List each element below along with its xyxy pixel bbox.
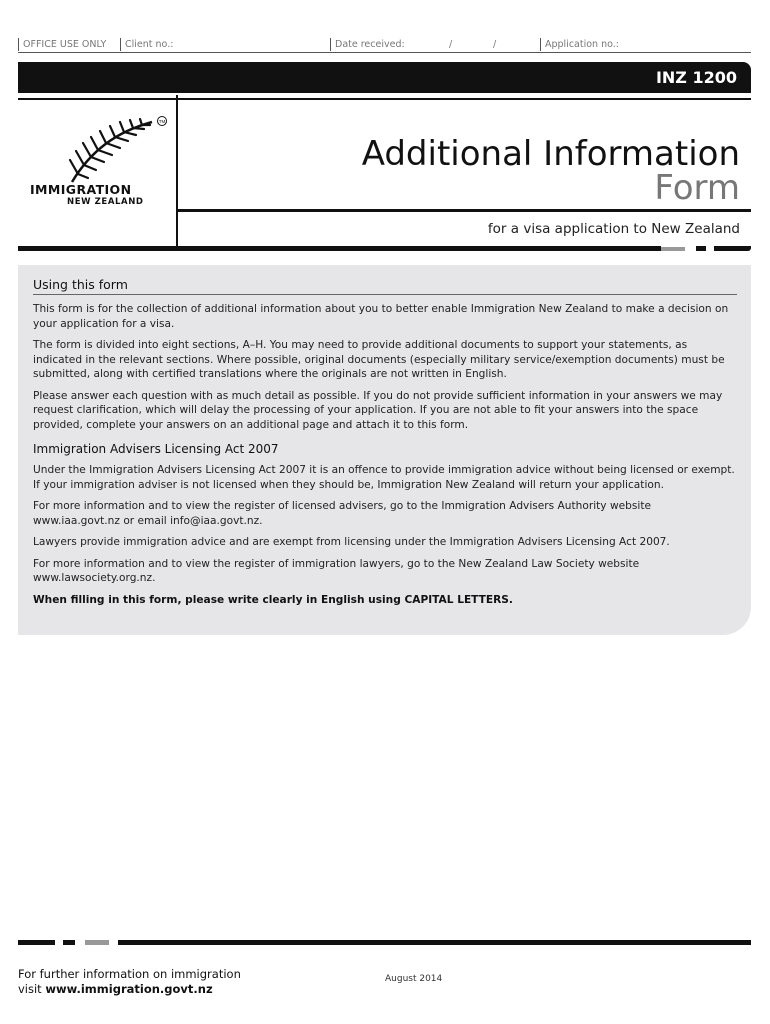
logo-text-immigration: IMMIGRATION <box>30 182 132 197</box>
paragraph: Lawyers provide immigration advice and are exempt from licensing under the Immigration Advisers Licensing Act 2007. <box>33 536 670 548</box>
paragraph: Under the Immigration Advisers Licensing Act 2007 it is an offence to provide immigration advice without being licensed or exempt. If your immigration adviser is not licensed when they should be, Immigration New Zealand will return your application. <box>33 464 735 491</box>
dash-gap <box>706 246 714 251</box>
immigration-website-link[interactable]: www.immigration.govt.nz <box>45 982 213 996</box>
date-separator: / <box>449 39 453 50</box>
paragraph: Please answer each question with as much detail as possible. If you do not provide sufficient information in your answers we may request clarification, which will delay the processing of your application. If you are not able to fit your answers into the space provided, complete your answers on an additional page and attach it to this form. <box>33 389 723 431</box>
office-use-strip <box>18 38 751 53</box>
footer-info-link-line <box>18 982 213 996</box>
application-no-field[interactable]: Application no.: <box>540 38 619 51</box>
form-date: August 2014 <box>385 974 443 984</box>
title-divider <box>176 209 751 212</box>
footer-info-text: For further information on immigration <box>18 967 241 981</box>
header-bottom-rule <box>18 246 751 251</box>
date-received-field[interactable]: Date received: <box>330 38 405 51</box>
decorative-dash <box>661 247 685 251</box>
header-vertical-divider <box>176 95 178 249</box>
paragraph: The form is divided into eight sections, A–H. You may need to provide additional documents to support your statements, as indicated in the relevant sections. Where possible, original documents (especially military service/exemption documents) must be submitted, along with certified translations where the originals are not written in English. <box>33 339 725 380</box>
page-subtitle: for a visa application to New Zealand <box>487 221 740 237</box>
footer-visit-prefix: visit <box>18 982 46 996</box>
page-title: Additional Information <box>361 134 740 174</box>
header-divider <box>18 98 751 100</box>
dash-gap <box>688 246 696 251</box>
paragraph: For more information and to view the register of licensed advisers, go to the Immigration Advisers Authority website www.iaa.govt.nz or email info@iaa.govt.nz. <box>33 500 651 527</box>
form-code: INZ 1200 <box>655 68 737 87</box>
form-code-bar <box>18 62 751 93</box>
client-no-field[interactable]: Client no.: <box>120 38 173 51</box>
section-heading-advisers-act: Immigration Advisers Licensing Act 2007 <box>33 442 279 456</box>
decorative-dash <box>85 940 109 945</box>
paragraph: This form is for the collection of additional information about you to better enable Immigration New Zealand to make a decision on your application for a visa. <box>33 303 729 330</box>
date-separator: / <box>493 39 497 50</box>
logo-text-new-zealand: NEW ZEALAND <box>67 197 144 207</box>
capital-letters-instruction: When filling in this form, please write clearly in English using CAPITAL LETTERS. <box>33 593 513 606</box>
trademark-symbol: TM <box>158 119 166 124</box>
paragraph: For more information and to view the register of immigration lawyers, go to the New Zealand Law Society website www.lawsociety.org.nz. <box>33 557 640 584</box>
footer-rule <box>118 940 751 945</box>
decorative-dash <box>63 940 75 945</box>
using-this-form-panel <box>18 265 751 635</box>
office-use-label: OFFICE USE ONLY <box>18 38 106 51</box>
decorative-dash <box>18 940 55 945</box>
section-heading-using-form: Using this form <box>33 277 737 295</box>
page-title-form: Form <box>654 168 740 208</box>
immigration-nz-logo <box>30 112 170 212</box>
silver-fern-icon <box>30 112 170 184</box>
